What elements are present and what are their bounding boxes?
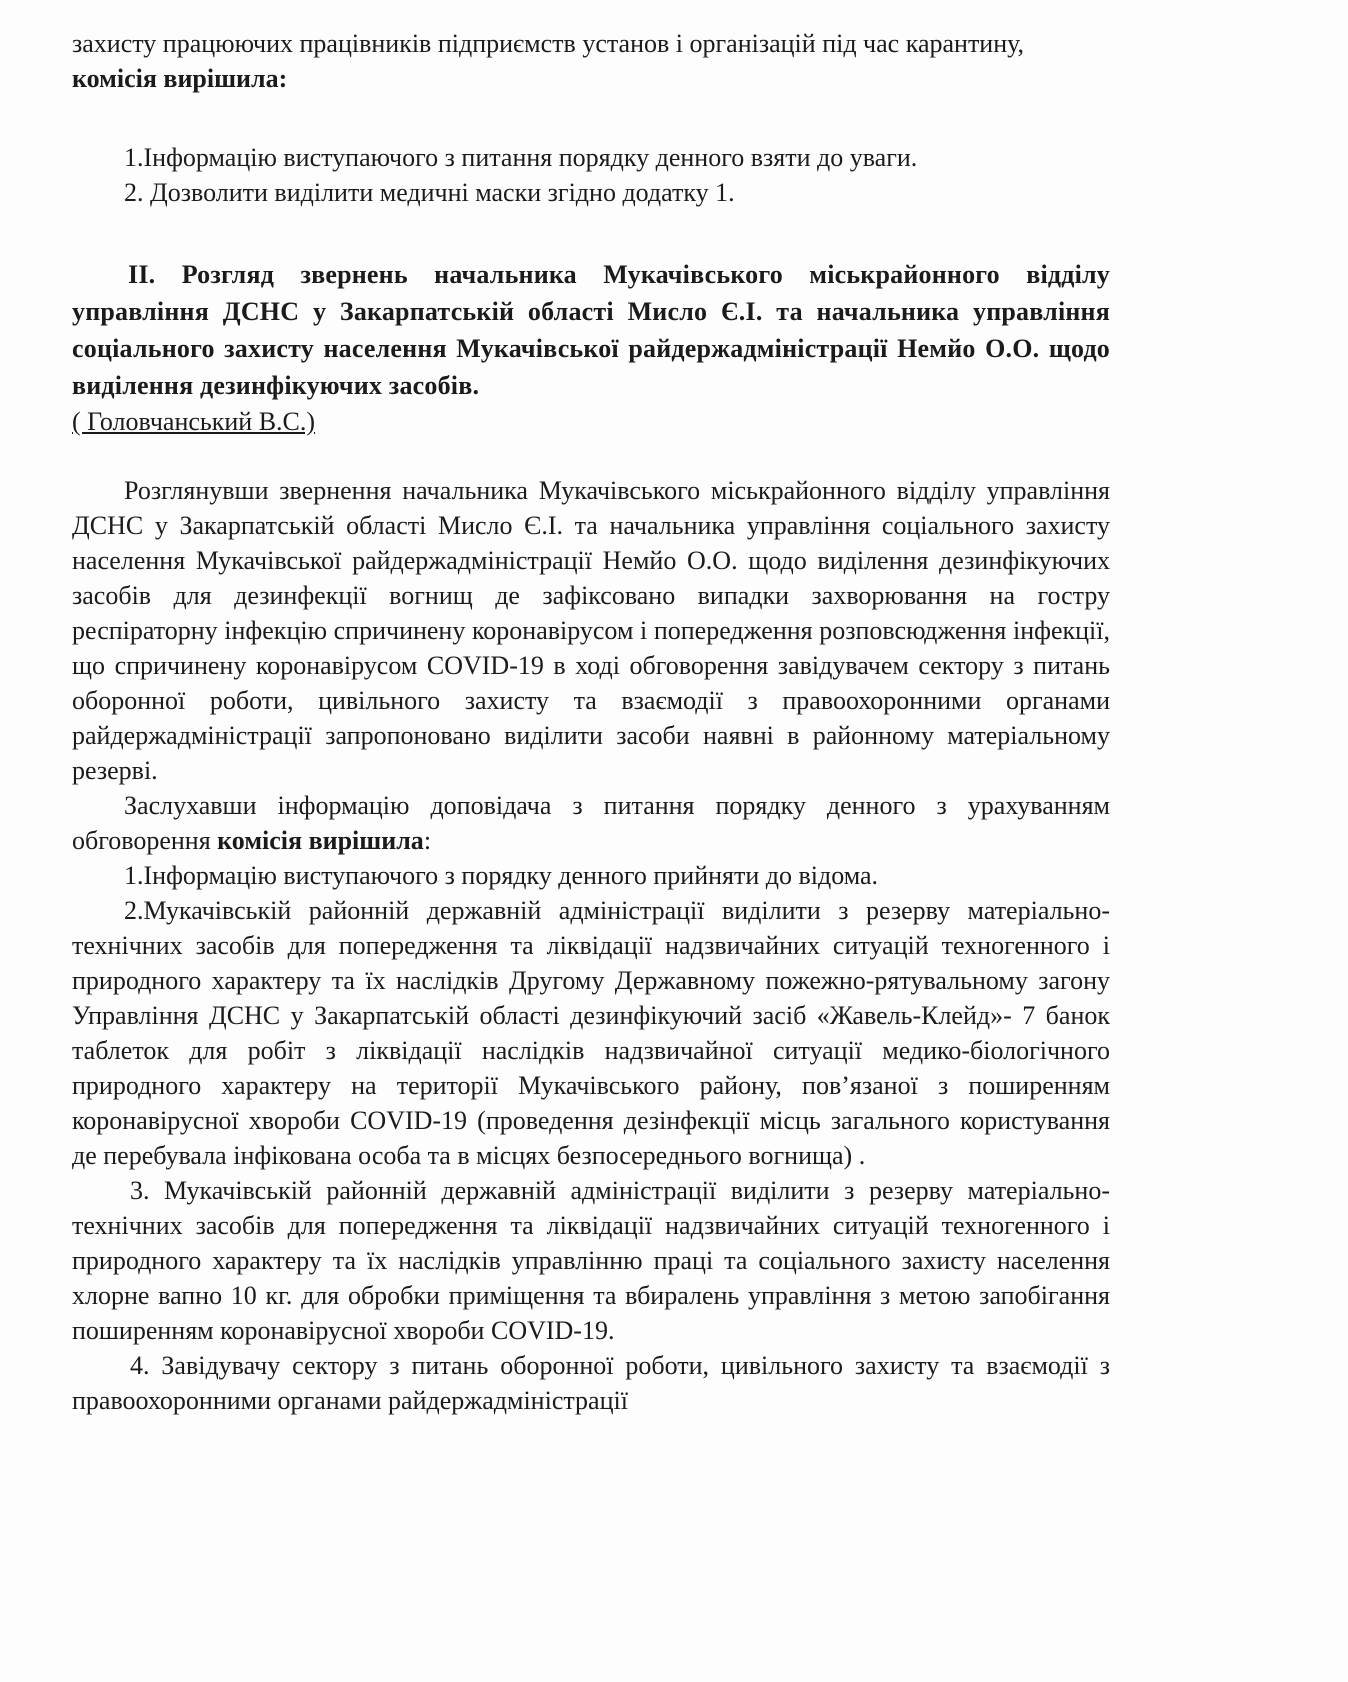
heard-text: Заслухавши інформацію доповідача з питання порядку денного з урахуванням обговорення — [72, 791, 1110, 855]
heard-colon: : — [423, 826, 432, 855]
document-body — [72, 26, 1110, 1418]
decision-2-item-1: 1.Інформацію виступаючого з порядку денного прийняти до відома. — [124, 861, 879, 890]
heard-decision-label: комісія вирішила — [217, 826, 424, 855]
decision-item-2: 2. Дозволити виділити медичні маски згідно додатку 1. — [124, 178, 735, 207]
decision-item-1: 1.Інформацію виступаючого з питання порядку денного взяти до уваги. — [124, 143, 918, 172]
section-2-heading: ІІ. Розгляд звернень начальника Мукачівського міськрайонного відділу управління ДСНС у Закарпатській області Мисло Є.І. та начальника управління соціального захисту населення Мукачівської райдержадміністрації Немйо О.О. щодо виділення дезинфікуючих засобів. — [72, 260, 1110, 400]
decision-2-item-4: 4. Завідувачу сектору з питань оборонної роботи, цивільного захисту та взаємодії з правоохоронними органами райдержадміністрації — [72, 1351, 1110, 1415]
intro-decision-label: комісія вирішила: — [72, 64, 288, 93]
speaker-name: ( Головчанський В.С.) — [72, 407, 316, 436]
review-paragraph: Розглянувши звернення начальника Мукачівського міськрайонного відділу управління ДСНС у Закарпатській області Мисло Є.І. та начальника управління соціального захисту населення Мукачівської райдержадміністрації Немйо О.О. щодо виділення дезинфікуючих засобів для дезинфекції вогнищ де зафіксовано випадки захворювання на гостру респіраторну інфекцію спричинену коронавірусом і попередження розповсюдження інфекції, що спричинену коронавірусом COVID-19 в ході обговорення завідувачем сектору з питань оборонної роботи, цивільного захисту та взаємодії з правоохоронними органами райдержадміністрації запропоновано виділити засоби наявні в районному матеріальному резерві. — [72, 476, 1110, 785]
intro-text: захисту працюючих працівників підприємств установ і організацій під час карантину, — [72, 29, 1025, 58]
decision-2-item-2: 2.Мукачівській районній державній адміністрації виділити з резерву матеріально-технічних засобів для попередження та ліквідації надзвичайних ситуацій техногенного і природного характеру та їх наслідків Другому Державному пожежно-рятувальному загону Управління ДСНС у Закарпатській області дезинфікуючий засіб «Жавель-Клейд»- 7 банок таблеток для робіт з ліквідації наслідків надзвичайної ситуації медико-біологічного природного характеру на території Мукачівського району, пов’язаної з поширенням коронавірусної хвороби COVID-19 (проведення дезінфекції місць загального користування де перебувала інфікована особа та в місцях безпосереднього вогнища) . — [72, 896, 1110, 1170]
decision-2-item-3: 3. Мукачівській районній державній адміністрації виділити з резерву матеріально-технічних засобів для попередження та ліквідації надзвичайних ситуацій техногенного і природного характеру та їх наслідків управлінню праці та соціального захисту населення хлорне вапно 10 кг. для обробки приміщення та вбиралень управління з метою запобігання поширенням коронавірусної хвороби COVID-19. — [72, 1176, 1110, 1345]
heard-paragraph — [72, 788, 1110, 858]
section-2-speaker — [72, 404, 1110, 439]
intro-paragraph — [72, 26, 1110, 96]
